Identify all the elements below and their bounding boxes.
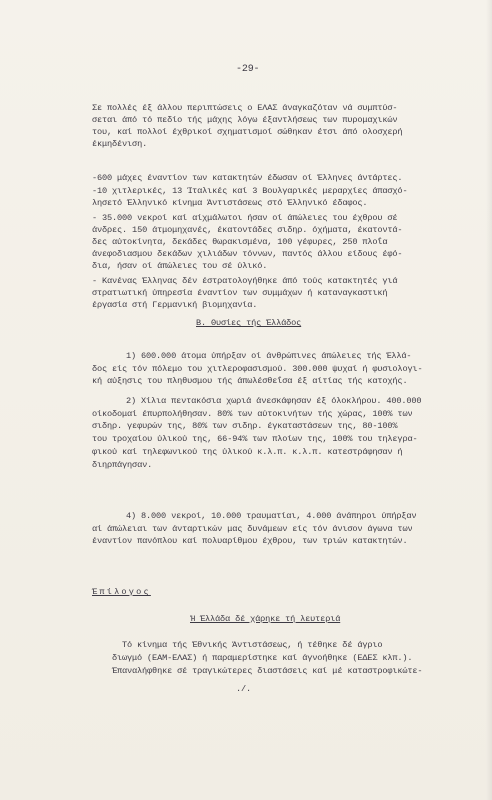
epilogue-line-2: διωγμό (ΕΑΜ-ΕΛΑΣ) ή παραμερίστηκε καί άγνοήθηκε (ΕΔΕΣ κλπ.). — [112, 653, 413, 663]
section-b-p2-line-1: 2) Χίλια πεντακόσια χωριά άνεσκάφησαν έξ όλοκλήρου. 400.000 — [126, 396, 422, 406]
section-b-p2-line-2: οίκοδομαί έπυρπολήθησαν. 80% των αύτοκινήτων τής χώρας, 100% των — [92, 409, 413, 419]
list-item-3-cont-1: άνδρες. 150 άτμομηχανές, έκατοντάδες σιδηρ. όχήματα, έκατοντά- — [92, 225, 403, 235]
section-b-p1-line-2: δος είς τόν πόλεμο του χιτλεροφασισμού. 300.000 ψυχαί ή φυσιολογι- — [92, 364, 423, 374]
section-b-p3-line-1: 4) 8.000 νεκροί, 10.000 τραυματίαι, 4.000 άνάπηροι ύπήρξαν — [126, 511, 417, 521]
list-item-2-cont: λησετό Έλληνικό κίνημα Άντιστάσεως στό Έλληνικό έδαφος. — [92, 198, 368, 208]
list-item-3-cont-4: δια, ήσαν οί άπώλειες του σέ ύλικό. — [92, 261, 268, 271]
section-b-p1-line-3: κή αύξησις του πληθυσμου τής άπωλέσθεΐσα έξ αίτίας τής κατοχής. — [92, 376, 408, 386]
list-item-3-cont-3: άνεφοδιασμου δεκάδων χιλιάδων τόννων, παντός άλλου είδους έφό- — [92, 249, 403, 259]
epilogue-line-1: Τό κίνημα τής Έθνικής Άντιστάσεως, ή τέθηκε δέ άγριο — [122, 640, 383, 650]
page-number: -29- — [236, 64, 260, 75]
section-b-p3-line-3: έναντίον πανόπλου καί πολυαρίθμου έχθρου, των τριών κατακτητών. — [92, 536, 408, 546]
section-b-p2-line-3: σιδηρ. γεφυρών της, 80% των σιδηρ. έγκαταστάσεων της, 80-100% — [92, 421, 398, 431]
intro-line-4: έκμηδένιση. — [92, 139, 148, 149]
list-item-3-cont-2: δες αύτοκίνητα, δεκάδες θωρακισμένα, 100 γέφυρες, 250 πλοΐα — [92, 237, 388, 247]
section-b-p3-line-2: αί άπώλειαι των άνταρτικών μας δυνάμεων είς τόν άνισον άγωνα των — [92, 524, 413, 534]
epilogue-subheading: Ή Έλλάδα δέ χάρηκε τή λευτεριά — [190, 614, 341, 624]
section-b-p2-line-6: διηρπάγησαν. — [92, 460, 153, 470]
epilogue-heading: Έπίλογος — [92, 587, 151, 597]
section-b-heading: Β. Θυσίες τής Έλλάδος — [196, 318, 302, 328]
list-item-3: - 35.000 νεκροί καί αίχμάλωτοι ήσαν οί άπώλειες του έχθρου σέ — [92, 213, 398, 223]
section-b-p2-line-4: του τροχαίου ύλικού της, 66-94% των πλοίων της, 100% του τηλεγρα- — [92, 434, 418, 444]
section-b-p1-line-1: 1) 600.000 άτομα ύπήρξαν οί άνθρώπινες άπώλειες τής Έλλά- — [126, 351, 412, 361]
list-item-1: -600 μάχες έναντίον των κατακτητών έδωσαν οί Έλληνες άντάρτες. — [92, 173, 403, 183]
epilogue-continuation-mark: ./. — [236, 684, 252, 694]
section-b-p2-line-5: φικού καί τηλεφωνικού της ύλικού κ.λ.π. κ.λ.π. κατεστράφησαν ή — [92, 447, 403, 457]
list-item-4-cont-1: στρατιωτική ύπηρεσία έναντίον των συμμάχων ή καταναγκαστική — [92, 288, 388, 298]
epilogue-line-3: Έπαναλήφθηκε σέ τραγικώτερες διαστάσεις καί μέ καταστροφικώτε- — [112, 666, 423, 676]
page-edge-shadow — [486, 0, 492, 800]
list-item-2: -10 χιτλερικές, 13 Ίταλικές καί 3 Βουλγαρικές μεραρχίες άπασχό- — [92, 186, 408, 196]
intro-line-1: Σε πολλές έξ άλλου περιπτώσεις ο ΕΛΑΣ άναγκαζόταν νά συμπτύσ- — [92, 103, 398, 113]
intro-line-2: σεται άπό τό πεδίο τής μάχης λόγω έξαντλήσεως των πυρομαχικών — [92, 115, 398, 125]
list-item-4-cont-2: έργασία στή Γερμανική βιομηχανία. — [92, 300, 258, 310]
intro-line-3: του, καί πολλοί έχθρικοί σχηματισμοί σώθηκαν έτσι άπό ολοσχερή — [92, 127, 403, 137]
list-item-4: - Κανένας Έλληνας δέν έστρατολογήθηκε άπό τούς κατακτητές γιά — [92, 276, 398, 286]
